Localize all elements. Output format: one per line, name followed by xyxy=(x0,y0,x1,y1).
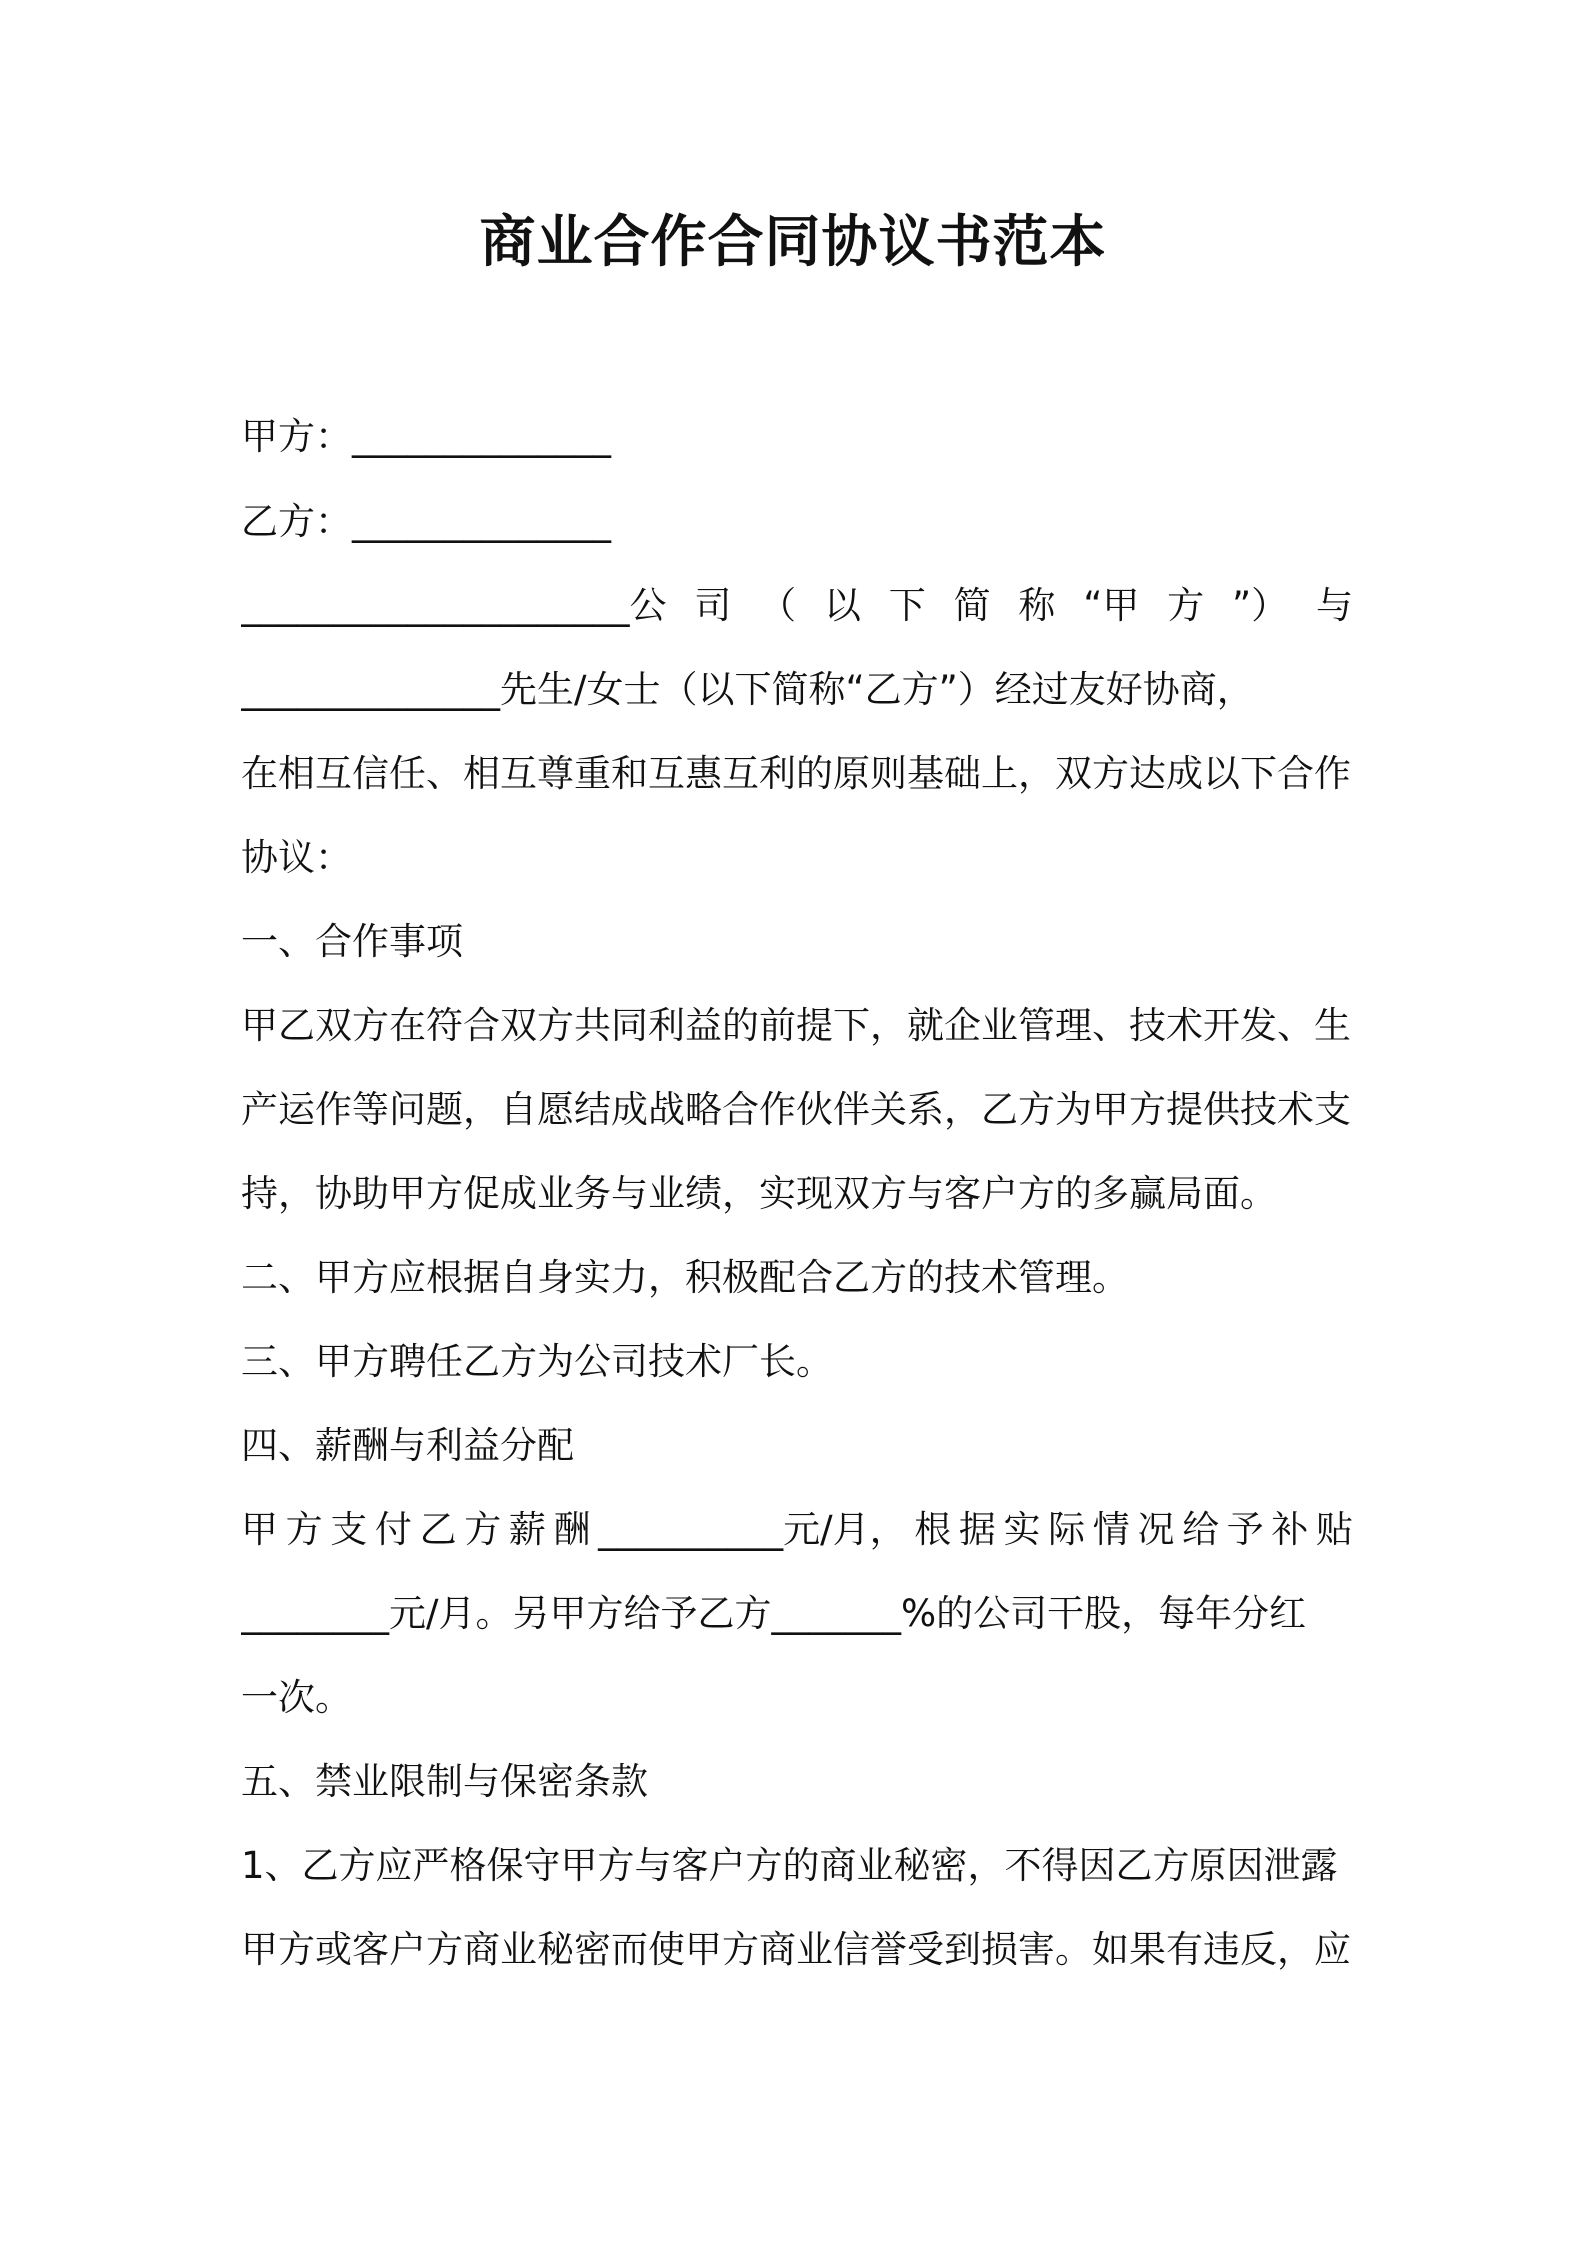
contract-paragraph-line-2: 在相互信任、相互尊重和互惠互利的原则基础上，双方达成以下合作 xyxy=(241,752,1351,795)
salary-line-seg-7: 薪 xyxy=(508,1508,546,1551)
confidentiality-paragraph-line-2: 甲方或客户方商业秘密而使甲方商业信誉受到损害。如果有违反，应 xyxy=(241,1928,1351,1971)
salary-line-seg-2: 方 xyxy=(285,1508,323,1551)
confidentiality-paragraph-line-1: 1、乙方应严格保守甲方与客户方的商业秘密，不得因乙方原因泄露 xyxy=(241,1844,1338,1887)
salary-line-seg-15: 况 xyxy=(1137,1508,1175,1551)
salary-line-seg-17: 予 xyxy=(1226,1508,1264,1551)
cooperation-paragraph-line-1: 甲乙双方在符合双方共同利益的前提下，就企业管理、技术开发、生 xyxy=(241,1004,1351,1047)
salary-line-seg-14: 情 xyxy=(1092,1508,1130,1551)
salary-paragraph-line-2: ________元/月。另甲方给予乙方_______%的公司干股，每年分红 xyxy=(241,1592,1307,1635)
company-line-seg-7: 称 xyxy=(1018,584,1056,627)
salary-line-seg-9: __________元/月， xyxy=(598,1508,907,1551)
contract-paragraph-line-3: 协议： xyxy=(241,836,352,879)
section-heading-2: 二、甲方应根据自身实力，积极配合乙方的技术管理。 xyxy=(241,1256,1129,1299)
company-line-seg-10: ”） xyxy=(1231,584,1289,627)
contract-paragraph-line-1: ______________先生/女士（以下简称“乙方”）经过友好协商， xyxy=(241,668,1254,711)
salary-line-seg-16: 给 xyxy=(1182,1508,1220,1551)
salary-line-seg-3: 支 xyxy=(330,1508,368,1551)
salary-line-seg-8: 酬 xyxy=(553,1508,591,1551)
salary-line-seg-5: 乙 xyxy=(419,1508,457,1551)
salary-line-seg-10: 根 xyxy=(914,1508,952,1551)
company-line-seg-3: （ xyxy=(759,584,797,627)
company-line-seg-6: 简 xyxy=(953,584,991,627)
company-line xyxy=(241,578,1353,634)
company-line-seg-8: “甲 xyxy=(1083,584,1140,627)
salary-line-seg-12: 实 xyxy=(1003,1508,1041,1551)
cooperation-paragraph-line-3: 持，协助甲方促成业务与业绩，实现双方与客户方的多赢局面。 xyxy=(241,1172,1277,1215)
document-title: 商业合作合同协议书范本 xyxy=(479,210,1107,275)
salary-line-seg-13: 际 xyxy=(1048,1508,1086,1551)
salary-line-seg-18: 补 xyxy=(1271,1508,1309,1551)
section-heading-4: 四、薪酬与利益分配 xyxy=(241,1424,574,1467)
company-line-seg-4: 以 xyxy=(823,584,861,627)
salary-paragraph-line-3: 一次。 xyxy=(241,1676,352,1719)
company-line-seg-1: _____________________公 xyxy=(241,584,667,627)
company-line-seg-11: 与 xyxy=(1315,584,1353,627)
salary-line xyxy=(241,1502,1353,1558)
company-line-seg-2: 司 xyxy=(694,584,732,627)
party-a-line: 甲方：______________ xyxy=(241,415,611,458)
salary-line-seg-4: 付 xyxy=(374,1508,412,1551)
company-line-seg-5: 下 xyxy=(888,584,926,627)
section-heading-5: 五、禁业限制与保密条款 xyxy=(241,1760,648,1803)
section-heading-1: 一、合作事项 xyxy=(241,920,463,963)
salary-line-seg-6: 方 xyxy=(464,1508,502,1551)
section-heading-3: 三、甲方聘任乙方为公司技术厂长。 xyxy=(241,1340,833,1383)
salary-line-seg-19: 贴 xyxy=(1316,1508,1353,1551)
company-line-seg-9: 方 xyxy=(1167,584,1205,627)
cooperation-paragraph-line-2: 产运作等问题，自愿结成战略合作伙伴关系，乙方为甲方提供技术支 xyxy=(241,1088,1351,1131)
salary-line-seg-11: 据 xyxy=(958,1508,996,1551)
salary-line-seg-1: 甲 xyxy=(241,1508,278,1551)
party-b-line: 乙方：______________ xyxy=(241,500,611,543)
